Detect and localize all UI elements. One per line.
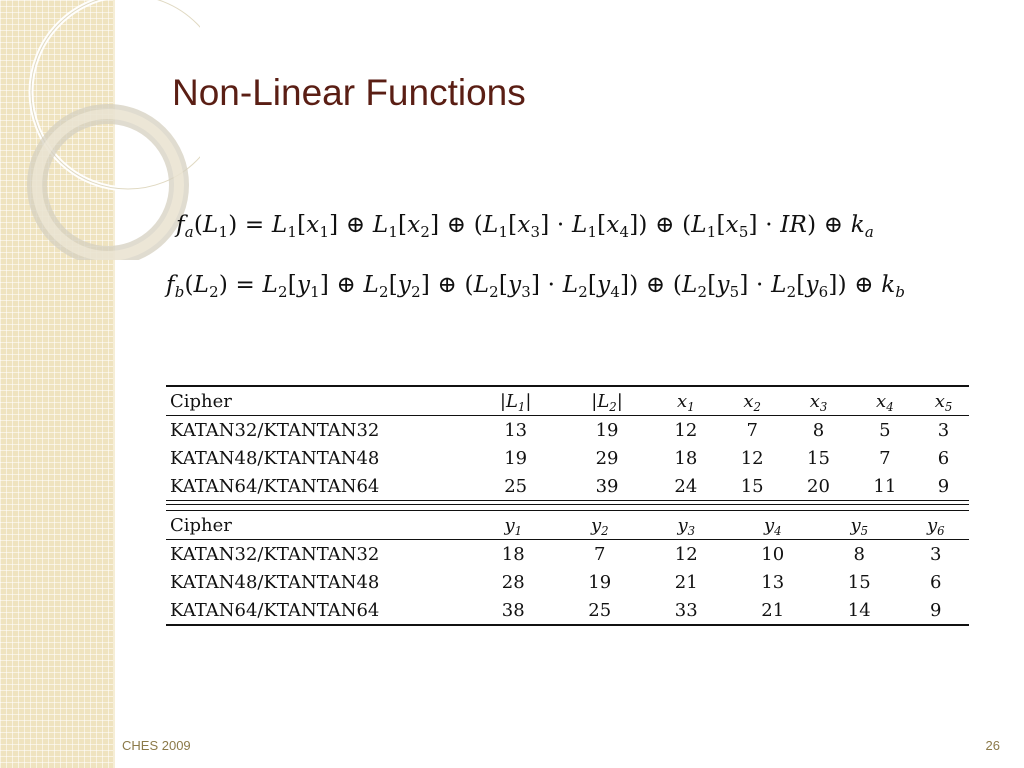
table-cell: 18 <box>501 543 525 565</box>
table-cell: 13 <box>504 419 528 441</box>
table-row <box>166 540 969 569</box>
table-cell: 15 <box>807 447 830 469</box>
parameter-table-y <box>166 510 969 626</box>
table-cell: 13 <box>761 571 785 593</box>
table-row <box>166 472 969 501</box>
table-cell: 6 <box>937 447 950 469</box>
table-cell: 20 <box>807 475 830 497</box>
decorative-circles <box>0 0 200 260</box>
table-cell: 33 <box>674 599 698 621</box>
table-cell: 6 <box>930 571 942 593</box>
table-cell: 15 <box>740 475 764 497</box>
table-cell: 8 <box>853 543 865 565</box>
column-header: $x_3$ <box>809 390 828 414</box>
cipher-name-cell: KATAN64/KTANTAN64 <box>170 475 380 497</box>
column-header: $y_4$ <box>763 514 782 538</box>
table-cell: 8 <box>812 419 825 441</box>
footer-conference: CHES 2009 <box>122 738 191 753</box>
column-header-cipher: Cipher <box>170 390 232 412</box>
column-header: $x_2$ <box>743 390 761 414</box>
table-separator <box>166 500 969 505</box>
table-cell: 21 <box>674 571 698 593</box>
column-header-cipher: Cipher <box>170 514 232 536</box>
table-cell: 19 <box>504 447 528 469</box>
cipher-name-cell: KATAN32/KTANTAN32 <box>170 419 380 441</box>
cipher-name-cell: KATAN48/KTANTAN48 <box>170 447 380 469</box>
table-cell: 24 <box>674 475 698 497</box>
table-cell: 9 <box>930 599 942 621</box>
table-cell: 29 <box>595 447 619 469</box>
table-cell: 5 <box>879 419 891 441</box>
column-header: $y_5$ <box>850 514 869 538</box>
table-cell: 21 <box>761 599 785 621</box>
formula-fa: $f_a(L_1) = L_1[x_1]$ ⊕ $L_1[x_2]$ ⊕ $(L_1[x_3] \cdot L_1[x_4])$ ⊕ $(L_1[x_5] \cdot IR)$ ⊕ $k_a$ <box>176 212 874 242</box>
parameter-table-x <box>166 385 969 501</box>
column-header: $y_2$ <box>590 514 609 538</box>
column-header: $y_3$ <box>677 514 696 538</box>
table-cell: 28 <box>501 571 525 593</box>
table-cell: 3 <box>937 419 950 441</box>
formula-fb: $f_b(L_2) = L_2[y_1]$ ⊕ $L_2[y_2]$ ⊕ $(L_2[y_3] \cdot L_2[y_4])$ ⊕ $(L_2[y_5] \cdot L_2[y_6])$ ⊕ $k_b$ <box>166 272 906 302</box>
table-cell: 19 <box>595 419 619 441</box>
page-number: 26 <box>985 738 1000 753</box>
table-cell: 19 <box>588 571 612 593</box>
column-header: $y_6$ <box>926 514 945 538</box>
table-cell: 11 <box>873 475 897 497</box>
table-header-row <box>166 511 969 540</box>
table-cell: 39 <box>595 475 619 497</box>
table-cell: 15 <box>847 571 871 593</box>
cipher-name-cell: KATAN64/KTANTAN64 <box>170 599 380 621</box>
column-header: $x_5$ <box>934 390 953 414</box>
table-cell: 3 <box>930 543 942 565</box>
column-header: $|L_1|$ <box>499 390 532 414</box>
column-header: $y_1$ <box>504 514 523 538</box>
table-row <box>166 444 969 472</box>
table-cell: 7 <box>746 419 758 441</box>
table-cell: 12 <box>740 447 764 469</box>
column-header: $x_1$ <box>677 390 695 414</box>
table-cell: 7 <box>594 543 606 565</box>
table-header-row <box>166 386 969 416</box>
table-cell: 12 <box>674 419 698 441</box>
table-cell: 7 <box>879 447 891 469</box>
table-row <box>166 568 969 596</box>
cipher-name-cell: KATAN48/KTANTAN48 <box>170 571 380 593</box>
table-cell: 25 <box>504 475 528 497</box>
slide-title: Non-Linear Functions <box>172 72 526 113</box>
column-header: $x_4$ <box>876 390 894 414</box>
cipher-name-cell: KATAN32/KTANTAN32 <box>170 543 380 565</box>
table-cell: 10 <box>761 543 785 565</box>
table-cell: 12 <box>674 543 698 565</box>
table-cell: 18 <box>674 447 698 469</box>
table-cell: 25 <box>588 599 612 621</box>
table-cell: 14 <box>847 599 871 621</box>
table-row <box>166 416 969 445</box>
table-cell: 38 <box>501 599 525 621</box>
table-cell: 9 <box>937 475 950 497</box>
column-header: $|L_2|$ <box>591 390 623 414</box>
table-row <box>166 596 969 625</box>
